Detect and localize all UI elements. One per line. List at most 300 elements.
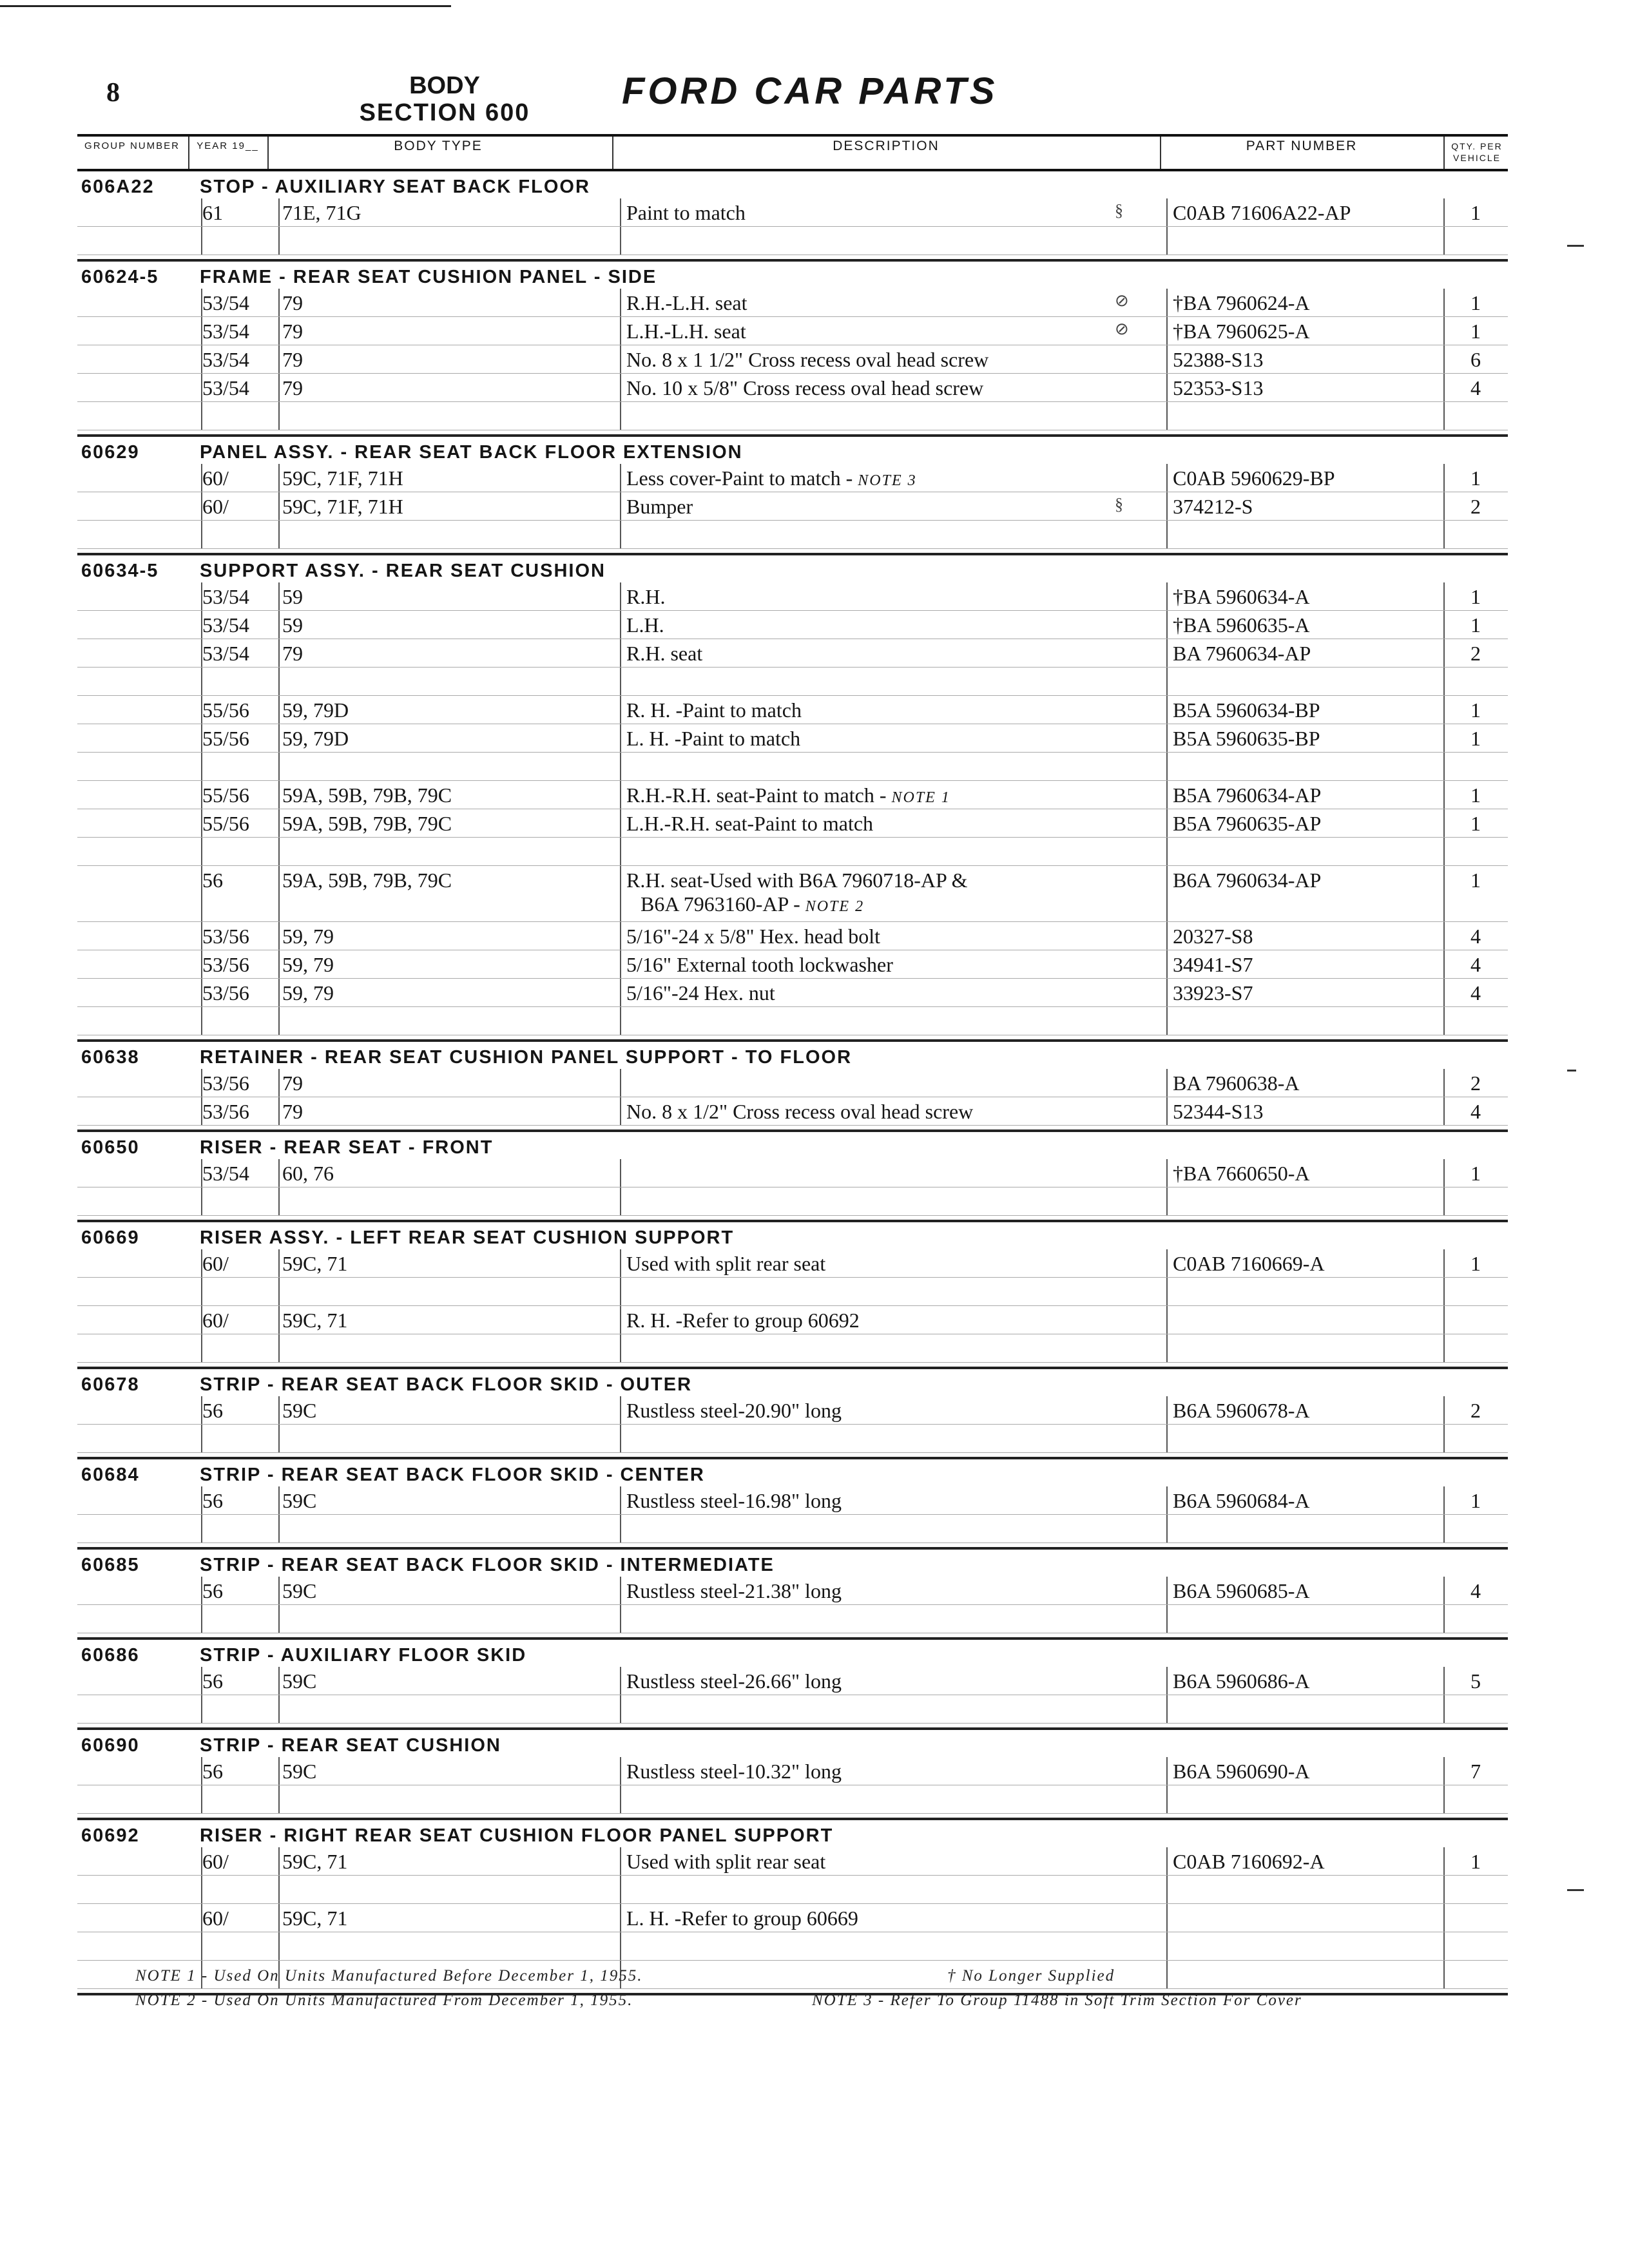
group-header <box>77 1641 1508 1667</box>
column-rule <box>1443 1847 1445 1875</box>
column-rule <box>278 1757 280 1785</box>
column-rule <box>1166 1187 1168 1215</box>
margin-mark <box>1567 1070 1576 1072</box>
part-number-cell: B6A 5960684-A <box>1173 1489 1310 1512</box>
column-rule <box>278 922 280 950</box>
year-cell: 60/ <box>202 495 229 518</box>
year-cell: 55/56 <box>202 812 249 835</box>
group-separator <box>77 1220 1508 1222</box>
column-rule <box>620 1695 621 1723</box>
part-number-cell: B6A 5960690-A <box>1173 1760 1310 1783</box>
year-cell: 61 <box>202 201 223 224</box>
column-rule <box>620 464 621 492</box>
table-row <box>77 1396 1508 1425</box>
qty-cell: 4 <box>1470 925 1481 948</box>
column-rule <box>1443 1334 1445 1362</box>
column-rule <box>1166 781 1168 809</box>
column-rule <box>620 1605 621 1633</box>
table-row <box>77 1159 1508 1187</box>
column-rule <box>1166 979 1168 1006</box>
column-rule <box>1166 227 1168 255</box>
group-number: 60690 <box>81 1735 140 1756</box>
part-number-cell: †BA 7660650-A <box>1173 1162 1310 1185</box>
description-text: Used with split rear seat <box>626 1252 826 1275</box>
body-type-cell: 79 <box>282 320 303 343</box>
body-type-cell: 79 <box>282 376 303 399</box>
qty-cell: 1 <box>1470 613 1481 637</box>
description-cell <box>626 585 665 609</box>
part-group <box>77 1370 1508 1459</box>
col-qty: QTY. PER VEHICLE <box>1451 141 1503 163</box>
group-separator <box>77 553 1508 555</box>
description-text: Rustless steel-26.66" long <box>626 1669 842 1693</box>
column-rule <box>620 227 621 255</box>
column-rule <box>1443 1757 1445 1785</box>
column-rule <box>278 1069 280 1097</box>
col-body-type: BODY TYPE <box>394 139 483 153</box>
column-rule <box>278 1249 280 1277</box>
group-header <box>77 263 1508 289</box>
description-text: No. 10 x 5/8" Cross recess oval head screw <box>626 376 984 399</box>
year-cell: 60/ <box>202 1907 229 1930</box>
part-number-cell: 34941-S7 <box>1173 953 1253 976</box>
column-rule <box>1166 402 1168 430</box>
body-type-cell: 59, 79 <box>282 981 334 1004</box>
table-row <box>77 696 1508 724</box>
column-rule <box>278 809 280 837</box>
table-row <box>77 345 1508 374</box>
column-rule <box>1443 611 1445 639</box>
body-type-cell: 59C <box>282 1760 317 1783</box>
part-group <box>77 1461 1508 1550</box>
description-cell <box>626 981 775 1005</box>
column-rule <box>1443 402 1445 430</box>
qty-cell: 1 <box>1470 201 1481 224</box>
description-text: R.H.-L.H. seat <box>626 291 747 314</box>
part-number-cell: B5A 7960635-AP <box>1173 812 1322 835</box>
part-number-cell: BA 7960638-A <box>1173 1072 1300 1095</box>
column-rule <box>1443 1306 1445 1334</box>
column-rule <box>1443 1785 1445 1813</box>
column-rule <box>278 1159 280 1187</box>
qty-cell: 1 <box>1470 1162 1481 1185</box>
column-rule <box>1166 1425 1168 1452</box>
year-cell: 53/54 <box>202 613 249 637</box>
column-rule <box>1166 922 1168 950</box>
qty-cell: 4 <box>1470 1579 1481 1602</box>
column-rule <box>278 1278 280 1305</box>
column-rule <box>1166 866 1168 921</box>
table-row <box>77 402 1508 430</box>
table-row <box>77 753 1508 781</box>
column-rule <box>1443 1695 1445 1723</box>
year-cell: 56 <box>202 1579 223 1602</box>
column-rule <box>278 1785 280 1813</box>
table-row <box>77 289 1508 317</box>
column-rule <box>201 753 202 780</box>
column-rule <box>620 1007 621 1035</box>
qty-cell: 1 <box>1470 466 1481 490</box>
column-rule <box>620 317 621 345</box>
table-row <box>77 1069 1508 1097</box>
column-rule <box>1166 611 1168 639</box>
body-type-cell: 59, 79 <box>282 925 334 948</box>
column-rule <box>278 838 280 865</box>
qty-cell: 1 <box>1470 698 1481 722</box>
column-rule <box>1443 1932 1445 1960</box>
group-number: 60634-5 <box>81 561 159 581</box>
description-cell <box>626 1309 860 1332</box>
group-number: 60624-5 <box>81 267 159 287</box>
column-rule <box>620 1757 621 1785</box>
year-cell: 60/ <box>202 1309 229 1332</box>
part-number-cell: B6A 5960685-A <box>1173 1579 1310 1602</box>
column-rule <box>1166 374 1168 401</box>
qty-cell: 7 <box>1470 1760 1481 1783</box>
column-rule <box>1166 1097 1168 1125</box>
description-text: No. 8 x 1/2" Cross recess oval head screw <box>626 1100 974 1123</box>
column-rule <box>1443 838 1445 865</box>
description-text: R.H. seat <box>626 642 703 665</box>
margin-mark <box>1567 1889 1584 1891</box>
table-row <box>77 1278 1508 1306</box>
col-description: DESCRIPTION <box>833 139 940 153</box>
table-row <box>77 1515 1508 1543</box>
column-rule <box>620 1069 621 1097</box>
column-rule <box>1166 753 1168 780</box>
column-rule <box>620 753 621 780</box>
column-rule <box>620 521 621 548</box>
group-title: STRIP - REAR SEAT BACK FLOOR SKID - CENTER <box>200 1465 705 1485</box>
part-number-cell: B6A 5960686-A <box>1173 1669 1310 1693</box>
column-rule <box>278 979 280 1006</box>
column-rule <box>620 1425 621 1452</box>
table-row <box>77 922 1508 950</box>
column-rule <box>278 1396 280 1424</box>
qty-cell: 4 <box>1470 981 1481 1004</box>
body-type-cell: 59C, 71 <box>282 1907 348 1930</box>
column-rule <box>620 1334 621 1362</box>
description-text: L. H. -Refer to group 60669 <box>626 1907 858 1930</box>
note-2: NOTE 2 - Used On Units Manufactured From December 1, 1955. <box>135 1992 633 2009</box>
column-rule <box>1443 198 1445 226</box>
year-cell: 56 <box>202 1760 223 1783</box>
column-rule <box>201 838 202 865</box>
column-rule <box>1166 809 1168 837</box>
column-rule <box>278 611 280 639</box>
table-row <box>77 1785 1508 1814</box>
description-cell <box>626 1760 842 1783</box>
part-number-cell: †BA 5960634-A <box>1173 585 1310 608</box>
table-row <box>77 838 1508 866</box>
description-cell <box>626 291 747 315</box>
column-rule <box>1166 289 1168 316</box>
table-row <box>77 1577 1508 1605</box>
section-line-2: SECTION 600 <box>359 99 530 126</box>
top-rule <box>0 5 451 7</box>
column-rule <box>1166 582 1168 610</box>
part-number-cell: 52353-S13 <box>1173 376 1264 399</box>
column-rule <box>201 1785 202 1813</box>
column-rule <box>620 402 621 430</box>
body-type-cell: 59A, 59B, 79B, 79C <box>282 812 452 835</box>
table-row <box>77 724 1508 753</box>
body-type-cell: 79 <box>282 642 303 665</box>
qty-cell: 4 <box>1470 953 1481 976</box>
group-number: 60685 <box>81 1555 140 1575</box>
qty-cell: 1 <box>1470 1252 1481 1275</box>
note-reference: NOTE 1 <box>891 789 950 806</box>
body-type-cell: 59C <box>282 1489 317 1512</box>
description-cell <box>626 812 873 836</box>
column-rule <box>278 724 280 752</box>
column-rule <box>620 1785 621 1813</box>
table-row <box>77 1334 1508 1363</box>
column-rule <box>1166 1334 1168 1362</box>
part-number-cell: C0AB 5960629-BP <box>1173 466 1335 490</box>
group-title: STRIP - AUXILIARY FLOOR SKID <box>200 1645 527 1666</box>
group-number: 60629 <box>81 442 140 463</box>
table-row <box>77 781 1508 809</box>
table-row <box>77 492 1508 521</box>
qty-cell: 1 <box>1470 1850 1481 1873</box>
column-rule <box>1443 1249 1445 1277</box>
column-rule <box>620 781 621 809</box>
group-separator <box>77 1039 1508 1042</box>
table-row <box>77 582 1508 611</box>
description-cell <box>626 201 746 225</box>
description-cell <box>626 495 693 519</box>
column-rule <box>278 866 280 921</box>
column-rule <box>1166 1876 1168 1903</box>
description-cell <box>626 1579 842 1603</box>
column-rule <box>1166 950 1168 978</box>
column-rule <box>620 668 621 695</box>
column-rule <box>1443 374 1445 401</box>
column-rule <box>278 696 280 724</box>
note-3: NOTE 3 - Refer To Group 11488 in Soft Trim Section For Cover <box>812 1992 1302 2009</box>
column-rule <box>201 1334 202 1362</box>
column-rule <box>1166 1785 1168 1813</box>
table-row <box>77 374 1508 402</box>
column-rule <box>1443 668 1445 695</box>
column-rule <box>278 1577 280 1604</box>
table-row <box>77 1605 1508 1633</box>
description-text: B6A 7963160-AP - <box>641 892 805 916</box>
description-text: R. H. -Refer to group 60692 <box>626 1309 860 1332</box>
year-cell: 56 <box>202 1399 223 1422</box>
column-rule <box>1166 724 1168 752</box>
column-rule <box>1443 464 1445 492</box>
column-rule <box>1166 1932 1168 1960</box>
column-rule <box>1166 1007 1168 1035</box>
column-rule <box>1166 1396 1168 1424</box>
year-cell: 53/56 <box>202 953 249 976</box>
column-rule <box>278 521 280 548</box>
qty-cell: 1 <box>1470 812 1481 835</box>
group-number: 60692 <box>81 1825 140 1846</box>
qty-cell: 2 <box>1470 1399 1481 1422</box>
part-number-cell: †BA 5960635-A <box>1173 613 1310 637</box>
column-rule <box>278 289 280 316</box>
group-separator <box>77 1727 1508 1730</box>
year-cell: 60/ <box>202 466 229 490</box>
column-rule <box>1166 1069 1168 1097</box>
part-number-cell: BA 7960634-AP <box>1173 642 1311 665</box>
group-number: 60684 <box>81 1465 140 1485</box>
column-rule <box>620 345 621 373</box>
column-rule <box>278 1695 280 1723</box>
table-row <box>77 1187 1508 1216</box>
description-cell <box>626 376 983 400</box>
qty-cell: 1 <box>1470 869 1481 892</box>
column-rule <box>201 1515 202 1542</box>
column-rule <box>1443 1605 1445 1633</box>
column-rule <box>1443 1486 1445 1514</box>
part-group <box>77 1551 1508 1640</box>
column-rule <box>1443 227 1445 255</box>
column-rule <box>1443 521 1445 548</box>
description-text: R.H.-R.H. seat-Paint to match - <box>626 783 892 807</box>
description-text: L.H.-R.H. seat-Paint to match <box>626 812 874 835</box>
column-rule <box>278 1187 280 1215</box>
body-type-cell: 59C, 71 <box>282 1252 348 1275</box>
description-text: Rustless steel-16.98" long <box>626 1489 842 1512</box>
margin-mark <box>1567 245 1584 247</box>
group-header <box>77 1731 1508 1757</box>
table-row <box>77 1876 1508 1904</box>
column-rule <box>1443 1187 1445 1215</box>
group-title: RISER ASSY. - LEFT REAR SEAT CUSHION SUPPORT <box>200 1227 735 1248</box>
column-rule <box>1443 639 1445 667</box>
description-line: R.H. seat-Used with B6A 7960718-AP & <box>626 869 968 892</box>
column-rule <box>1443 696 1445 724</box>
group-title: FRAME - REAR SEAT CUSHION PANEL - SIDE <box>200 267 657 287</box>
column-rule <box>201 668 202 695</box>
table-row <box>77 1904 1508 1932</box>
group-number: 60638 <box>81 1047 140 1068</box>
table-row <box>77 611 1508 639</box>
column-rule <box>1166 639 1168 667</box>
column-rule <box>1443 1577 1445 1604</box>
part-number-cell: B6A 7960634-AP <box>1173 869 1322 892</box>
body-type-cell: 59C, 71 <box>282 1850 348 1873</box>
part-group <box>77 1133 1508 1222</box>
group-number: 60678 <box>81 1374 140 1395</box>
table-row <box>77 1847 1508 1876</box>
description-cell <box>626 348 988 372</box>
column-rule <box>278 1306 280 1334</box>
group-separator <box>77 1457 1508 1459</box>
column-rule <box>620 639 621 667</box>
column-rule <box>1166 1515 1168 1542</box>
year-cell: 56 <box>202 1489 223 1512</box>
column-rule <box>1443 345 1445 373</box>
year-cell: 53/54 <box>202 348 249 371</box>
column-rule <box>1443 1515 1445 1542</box>
column-rule <box>278 1847 280 1875</box>
part-number-cell: C0AB 7160692-A <box>1173 1850 1325 1873</box>
column-rule <box>1443 809 1445 837</box>
year-cell: 53/56 <box>202 1100 249 1123</box>
body-type-cell: 59C, 71F, 71H <box>282 466 403 490</box>
column-rule <box>1443 1007 1445 1035</box>
part-group <box>77 1641 1508 1730</box>
body-type-cell: 59 <box>282 613 303 637</box>
column-rule <box>1443 1425 1445 1452</box>
paint-symbol: § <box>1115 201 1123 220</box>
column-rule <box>620 724 621 752</box>
column-rule <box>278 1932 280 1960</box>
group-header <box>77 1133 1508 1159</box>
year-cell: 53/54 <box>202 320 249 343</box>
qty-cell: 1 <box>1470 727 1481 750</box>
group-header <box>77 1461 1508 1486</box>
year-cell: 53/54 <box>202 376 249 399</box>
part-number-cell: B6A 5960678-A <box>1173 1399 1310 1422</box>
column-rule <box>1166 1847 1168 1875</box>
group-title: STOP - AUXILIARY SEAT BACK FLOOR <box>200 177 590 197</box>
description-cell <box>626 1399 842 1423</box>
column-rule <box>278 227 280 255</box>
description-cell <box>626 1489 842 1513</box>
column-rule <box>278 639 280 667</box>
year-cell: 53/54 <box>202 642 249 665</box>
column-rule <box>1443 1961 1445 1988</box>
group-number: 60650 <box>81 1137 140 1158</box>
column-rule <box>1166 198 1168 226</box>
column-rule <box>1166 696 1168 724</box>
description-cell <box>626 320 746 343</box>
column-rule <box>1166 1306 1168 1334</box>
year-cell: 53/54 <box>202 585 249 608</box>
column-rule <box>620 1577 621 1604</box>
column-rule <box>278 317 280 345</box>
column-rule <box>1443 1667 1445 1695</box>
col-group: GROUP NUMBER <box>84 140 180 151</box>
description-text: Rustless steel-20.90" long <box>626 1399 842 1422</box>
group-number: 60669 <box>81 1227 140 1248</box>
group-header <box>77 1370 1508 1396</box>
column-rule <box>620 1187 621 1215</box>
group-title: STRIP - REAR SEAT BACK FLOOR SKID - OUTER <box>200 1374 693 1395</box>
column-rule <box>620 809 621 837</box>
column-rule <box>201 1695 202 1723</box>
part-number-cell: 374212-S <box>1173 495 1253 518</box>
group-title: SUPPORT ASSY. - REAR SEAT CUSHION <box>200 561 606 581</box>
column-rule <box>620 1159 621 1187</box>
column-rule <box>1166 668 1168 695</box>
year-cell: 60/ <box>202 1252 229 1275</box>
section-label <box>342 72 548 126</box>
table-row <box>77 521 1508 549</box>
column-rule <box>1443 1069 1445 1097</box>
column-rule <box>620 979 621 1006</box>
column-rule <box>201 227 202 255</box>
part-number-cell: B5A 5960635-BP <box>1173 727 1320 750</box>
body-type-cell: 79 <box>282 1100 303 1123</box>
group-header <box>77 173 1508 198</box>
group-header <box>77 1224 1508 1249</box>
column-rule <box>620 289 621 316</box>
year-cell: 55/56 <box>202 727 249 750</box>
column-rule <box>201 1278 202 1305</box>
description-text: Paint to match <box>626 201 746 224</box>
part-group <box>77 1224 1508 1369</box>
body-type-cell: 59 <box>282 585 303 608</box>
column-rule <box>278 1007 280 1035</box>
year-cell: 56 <box>202 869 223 892</box>
